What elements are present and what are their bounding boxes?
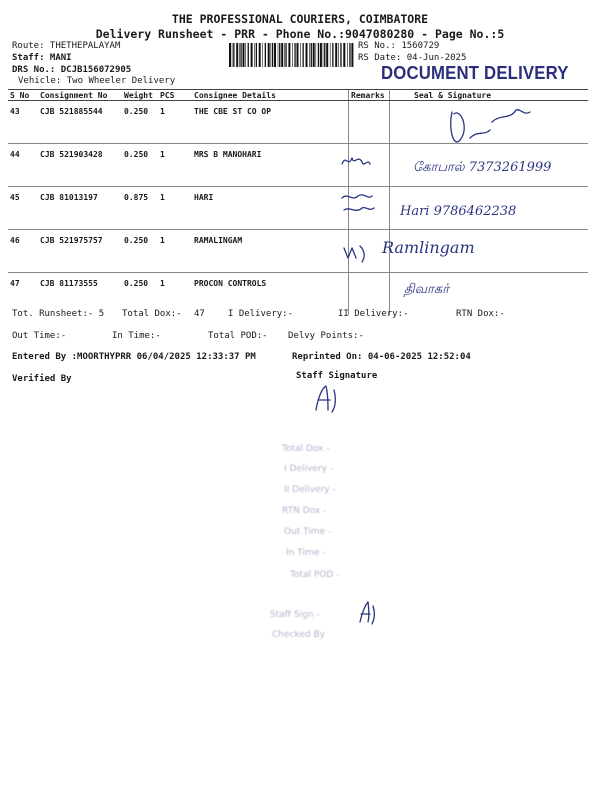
handwriting-row44: கோபால் 7373261999 xyxy=(413,160,552,175)
signature-row43 xyxy=(440,100,560,155)
col-weight: Weight xyxy=(122,90,158,101)
table-row xyxy=(8,230,588,273)
cell-sno: 45 xyxy=(8,187,38,230)
barcode-bar xyxy=(343,43,345,67)
i-delivery-label: I Delivery:- xyxy=(228,309,294,319)
drs-number: DRS No.: DCJB156072905 xyxy=(12,65,132,75)
faded-line: Out Time - xyxy=(284,527,332,537)
barcode-bar xyxy=(303,43,304,67)
barcode-bar xyxy=(245,43,246,67)
barcode-bar xyxy=(254,43,255,67)
cell-pcs: 1 xyxy=(160,279,165,288)
barcode-bar xyxy=(285,43,286,67)
col-sno: S No xyxy=(8,90,38,101)
barcode-bar xyxy=(240,43,241,67)
entered-by: Entered By :MOORTHYPRR 06/04/2025 12:33:37 PM xyxy=(12,352,256,362)
cell-consignment: CJB 81173555 xyxy=(40,279,98,288)
rs-date: RS Date: 04-Jun-2025 xyxy=(358,53,467,63)
barcode-bar xyxy=(313,43,315,67)
faded-line: Staff Sign - xyxy=(270,610,320,620)
barcode-bar xyxy=(318,43,319,67)
cell-consignee: THE CBE ST CO OP xyxy=(192,101,349,144)
remark-scribble-row44 xyxy=(338,146,372,176)
barcode-bar xyxy=(248,43,249,67)
barcode-bar xyxy=(297,43,299,67)
cell-consignment: CJB 81013197 xyxy=(38,187,122,230)
barcode-bar xyxy=(324,43,325,67)
barcode-bar xyxy=(259,43,261,67)
col-consignment: Consignment No xyxy=(38,90,122,101)
barcode-bar xyxy=(278,43,279,67)
handwriting-row46: Ramlingam xyxy=(382,238,475,257)
barcode-bar xyxy=(274,43,276,67)
col-pcs: PCS xyxy=(158,90,192,101)
rtn-dox-label: RTN Dox:- xyxy=(456,309,505,319)
table-header-row xyxy=(8,90,588,101)
col-seal-signature: Seal & Signature xyxy=(390,90,589,101)
cell-sno: 47 xyxy=(10,279,20,288)
barcode-bar xyxy=(326,43,328,67)
cell-weight: 0.875 xyxy=(122,187,158,230)
barcode-bar xyxy=(284,43,285,67)
staff-label: Staff: MANI xyxy=(12,53,72,63)
barcode-bar xyxy=(347,43,348,67)
total-pod-label: Total POD:- xyxy=(208,331,268,341)
barcode-bar xyxy=(351,43,353,67)
faded-signature-mark xyxy=(356,600,380,626)
barcode-bar xyxy=(272,43,273,67)
barcode-bar xyxy=(229,43,231,67)
cell-remarks xyxy=(349,101,390,144)
barcode-bar xyxy=(300,43,301,67)
reprinted-on: Reprinted On: 04-06-2025 12:52:04 xyxy=(292,352,471,362)
cell-weight: 0.250 xyxy=(124,279,149,288)
barcode-bar xyxy=(292,43,293,67)
barcode-bar xyxy=(251,43,253,67)
route-label: Route: THETHEPALAYAM xyxy=(12,41,121,51)
barcode-bar xyxy=(288,43,290,67)
ii-delivery-label: II Delivery:- xyxy=(338,309,409,319)
barcode-bar xyxy=(330,43,331,67)
barcode-bar xyxy=(262,43,263,67)
cell-consignee: PROCON CONTROLS xyxy=(194,279,267,288)
cell-pcs: 1 xyxy=(158,230,192,273)
barcode-bar xyxy=(309,43,310,67)
barcode-bar xyxy=(239,43,240,67)
document-delivery-stamp: DOCUMENT DELIVERY xyxy=(381,63,569,83)
col-remarks: Remarks xyxy=(349,90,390,101)
cell-weight: 0.250 xyxy=(122,230,158,273)
barcode-bar xyxy=(335,43,337,67)
col-consignee: Consignee Details xyxy=(192,90,349,101)
barcode-image xyxy=(228,43,354,67)
remark-scribble-row45 xyxy=(338,188,376,220)
barcode-bar xyxy=(233,43,234,67)
barcode-bar xyxy=(232,43,233,67)
in-time-label: In Time:- xyxy=(112,331,161,341)
cell-sno: 44 xyxy=(8,144,38,187)
cell-consignee: RAMALINGAM xyxy=(192,230,349,273)
runsheet-title: THE PROFESSIONAL COURIERS, COIMBATORE xyxy=(171,12,429,26)
runsheet-subtitle: Delivery Runsheet - PRR - Phone No.:9047080280 - Page No.:5 xyxy=(95,27,505,41)
cell-consignment: CJB 521903428 xyxy=(38,144,122,187)
handwriting-row47: திவாகர் xyxy=(404,282,449,297)
barcode-bar xyxy=(316,43,317,67)
faded-line: In Time - xyxy=(286,548,326,558)
barcode-bar xyxy=(338,43,339,67)
cell-consignee: MRS B MANOHARI xyxy=(192,144,349,187)
delvy-points-label: Delvy Points:- xyxy=(288,331,364,341)
rs-number: RS No.: 1560729 xyxy=(358,41,440,51)
barcode-bar xyxy=(294,43,295,67)
cell-consignment: CJB 521975757 xyxy=(38,230,122,273)
verified-by-label: Verified By xyxy=(12,374,72,384)
vehicle-label: Vehicle: Two Wheeler Delivery xyxy=(18,76,176,86)
faded-line: Total Dox - xyxy=(282,444,330,454)
remark-scribble-row46 xyxy=(340,240,370,266)
barcode-bar xyxy=(271,43,272,67)
total-dox-value: 47 xyxy=(194,309,205,319)
cell-sno: 46 xyxy=(8,230,38,273)
out-time-label: Out Time:- xyxy=(12,331,67,341)
barcode-bar xyxy=(243,43,245,67)
tot-runsheet: Tot. Runsheet:- 5 xyxy=(12,309,105,319)
barcode-bar xyxy=(323,43,324,67)
barcode-bar xyxy=(281,43,283,67)
staff-signature-mark xyxy=(306,382,346,416)
barcode-bar xyxy=(311,43,312,67)
barcode-bar xyxy=(306,43,308,67)
cell-pcs: 1 xyxy=(158,144,192,187)
barcode-bar xyxy=(340,43,341,67)
cell-weight: 0.250 xyxy=(122,101,158,144)
cell-pcs: 1 xyxy=(158,101,192,144)
barcode-bar xyxy=(320,43,322,67)
staff-signature-label: Staff Signature xyxy=(296,371,378,381)
barcode-bar xyxy=(256,43,257,67)
faded-line: Checked By xyxy=(272,630,325,640)
cell-consignee: HARI xyxy=(192,187,349,230)
handwriting-row45: Hari 9786462238 xyxy=(400,204,517,219)
barcode-bar xyxy=(265,43,266,67)
cell-consignment: CJB 521885544 xyxy=(38,101,122,144)
barcode-bar xyxy=(349,43,350,67)
barcode-bar xyxy=(268,43,270,67)
cell-pcs: 1 xyxy=(158,187,192,230)
faded-line: RTN Dox - xyxy=(282,506,327,516)
faded-line: II Delivery - xyxy=(284,485,336,495)
cell-weight: 0.250 xyxy=(122,144,158,187)
faded-line: I Delivery - xyxy=(284,464,333,474)
cell-sno: 43 xyxy=(8,101,38,144)
barcode-bar xyxy=(279,43,280,67)
barcode-bar xyxy=(236,43,238,67)
barcode-bar xyxy=(332,43,333,67)
total-dox-label: Total Dox:- xyxy=(122,309,182,319)
faded-line: Total POD - xyxy=(290,570,340,580)
